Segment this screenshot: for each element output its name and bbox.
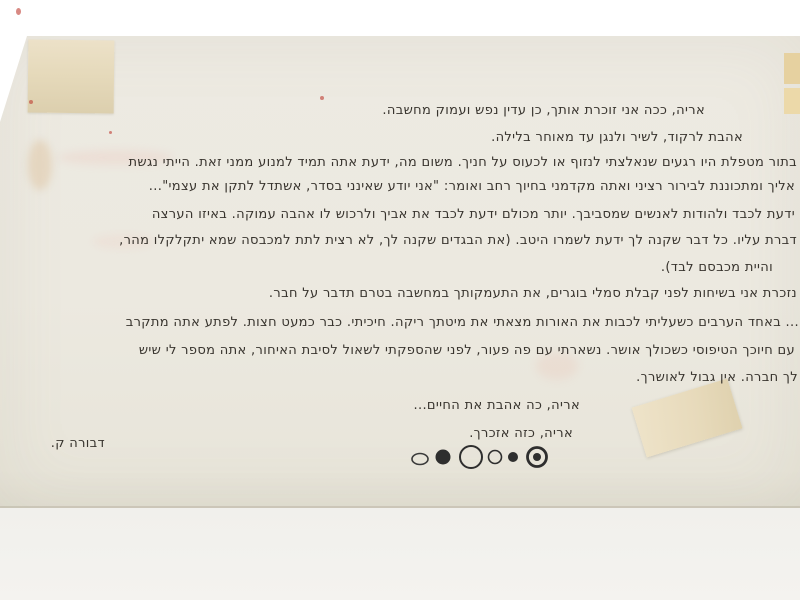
large-circle-outline-icon (460, 446, 482, 468)
small-circle-outline-icon (489, 451, 502, 464)
red-speck (109, 131, 112, 134)
tape-top-left (28, 40, 115, 114)
letter-line-5: ידעת לכבד ולהודות לאנשים שמסביבך. יותר מכולם ידעת לכבד את אביך ולרכוש לו אהבה עמוקה. באיזו הערצה (151, 207, 795, 222)
smudge (28, 140, 52, 190)
filled-circle-icon (436, 450, 451, 465)
oval-outline-icon (412, 454, 428, 465)
red-speck (29, 100, 33, 104)
letter-line-6: דברת עליו. כל דבר שקנה לך ידעת לשמרו היטב. (את הבגדים שקנה לך, לא רצית לתת למכבסה שמא יתקלקלו מהר, (119, 233, 797, 248)
letter-line-7: והיית מכבסם לבד). (660, 260, 773, 275)
letter-line-1: אריה, ככה אני זוכרת אותך, כן עדין נפש ועמוק מחשבה. (382, 103, 705, 118)
letter-line-9: ... באחד הערבים כשעליתי לכבות את האורות מצאתי את מיטתך ריקה. חיכיתי. כבר כמעט חצות. לפתע אתה מתקרב (125, 315, 799, 330)
bullseye-icon (528, 448, 547, 467)
letter-line-4: אליך ומתכוננת לבירור רציני ואתה מקדמני בחיוך רחב ואומר: "אני יודע שאינני בסדר, אשתדל לתקן את עצמי"... (148, 179, 795, 194)
scanner-background (0, 508, 800, 600)
red-speck (16, 8, 21, 15)
red-speck (320, 96, 324, 100)
tape-right-upper (784, 53, 800, 84)
filled-dot-icon (508, 452, 518, 462)
letter-line-8: נזכרת אני בשיחות לפני קבלת סמלי בוגרים, את התעמקותך במחשבה בטרם תדבר על חבר. (268, 286, 797, 301)
letter-line-11: לך חברה. אין גבול לאושרך. (636, 370, 798, 385)
letter-line-10: עם חיוכך הטיפוסי כשכולך אושר. נשארתי עם פה פעור, לפני שהספקתי לשאול לסיבת האיחור, אתה מספר לי שיש (138, 343, 795, 358)
circles-doodle (410, 444, 560, 472)
tape-right-lower (784, 88, 800, 114)
signature: דבורה ק. (50, 436, 105, 451)
letter-line-12: אריה, כה אהבת את החיים... (413, 398, 580, 413)
letter-line-13: אריה, כזה אזכרך. (469, 426, 573, 441)
letter-line-2: אהבת לרקוד, לשיר ולנגן עד מאוחר בלילה. (491, 130, 743, 145)
letter-line-3: בתור מטפלת היו רגעים שנאלצתי לנזוף או לכעוס על חניך. משום מה, ידעת אתה תמיד למנוע ממני זאת. הייתי נגשת (128, 155, 797, 170)
